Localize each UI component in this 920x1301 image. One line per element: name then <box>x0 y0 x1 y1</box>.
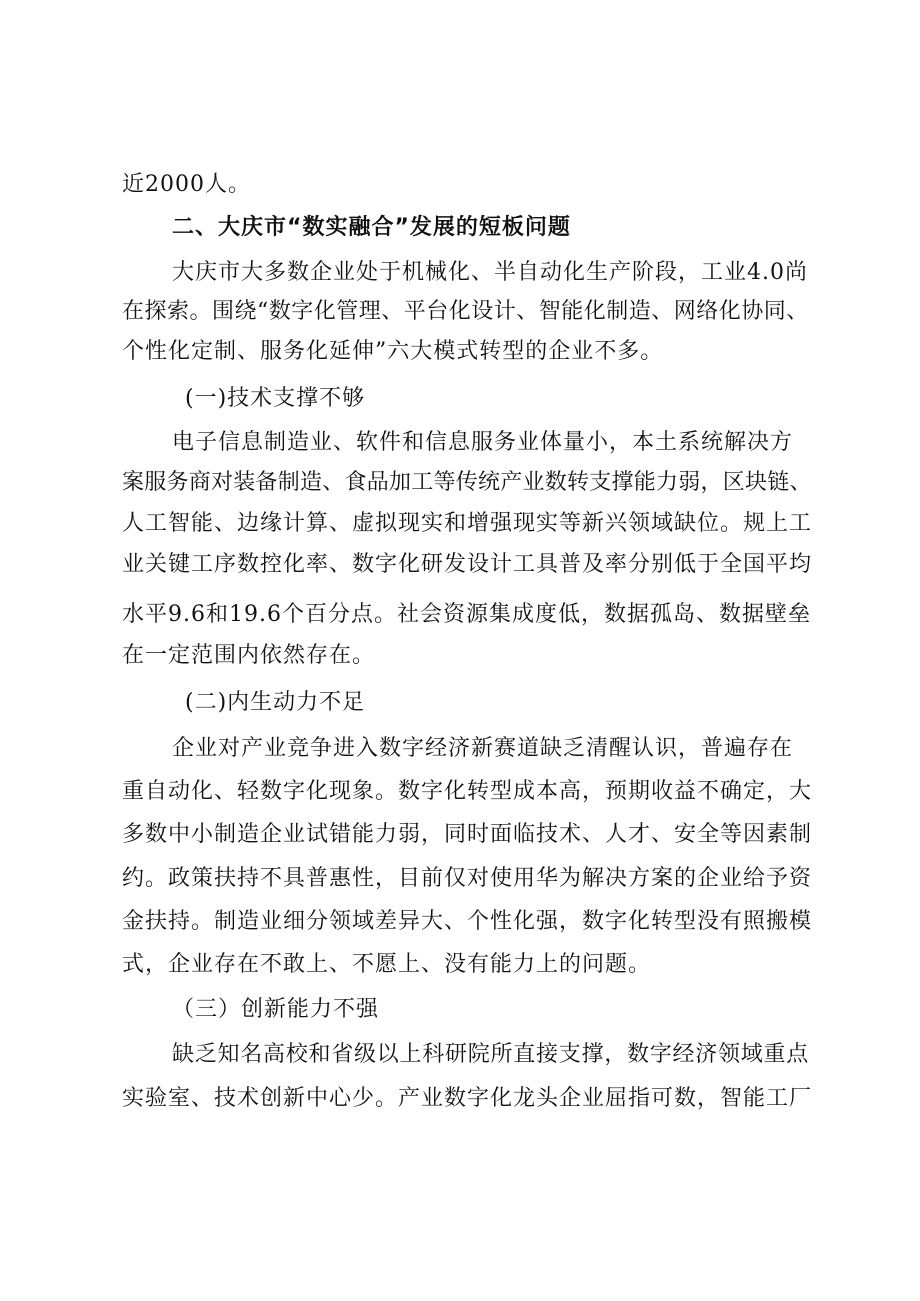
body-line: 水平9.6和19.6个百分点。社会资源集成度低，数据孤岛、数据壁垒 <box>122 602 811 627</box>
body-line: 缺乏知名高校和省级以上科研院所直接支撑，数字经济领域重点 <box>172 1042 810 1067</box>
subsection-title: (一)技术支撑不够 <box>185 386 366 411</box>
body-line: 实验室、技术创新中心少。产业数字化龙头企业屈指可数，智能工厂 <box>122 1086 813 1111</box>
body-line: 重自动化、轻数字化现象。数字化转型成本高，预期收益不确定，大 <box>122 779 813 804</box>
intro-line: 个性化定制、服务化延伸”六大模式转型的企业不多。 <box>122 339 664 364</box>
body-line: 在一定范围内依然存在。 <box>122 643 376 668</box>
body-line: 人工智能、边缘计算、虚拟现实和增强现实等新兴领域缺位。规上工 <box>122 511 813 536</box>
subsection-title: （三）创新能力不强 <box>172 997 380 1022</box>
paragraph-tail-line: 近2000人。 <box>122 172 251 197</box>
intro-line: 大庆市大多数企业处于机械化、半自动化生产阶段，工业4.0尚 <box>172 260 808 285</box>
body-line: 业关键工序数控化率、数字化研发设计工具普及率分别低于全国平均 <box>122 552 813 577</box>
body-line: 多数中小制造企业试错能力弱，同时面临技术、人才、安全等因素制 <box>122 822 813 847</box>
body-line: 电子信息制造业、软件和信息服务业体量小，本土系统解决方 <box>172 430 794 455</box>
subsection-title: (二)内生动力不足 <box>185 690 366 715</box>
body-line: 金扶持。制造业细分领域差异大、个性化强，数字化转型没有照搬模 <box>122 909 813 934</box>
body-line: 式，企业存在不敢上、不愿上、没有能力上的问题。 <box>122 952 652 977</box>
body-line: 企业对产业竞争进入数字经济新赛道缺乏清醒认识，普遍存在 <box>172 736 794 761</box>
section-heading: 二、大庆市“数实融合”发展的短板问题 <box>172 215 571 240</box>
body-line: 约。政策扶持不具普惠性，目前仅对使用华为解决方案的企业给予资 <box>122 866 813 891</box>
body-line: 案服务商对装备制造、食品加工等传统产业数转支撑能力弱，区块链、 <box>122 470 812 495</box>
intro-line: 在探索。围绕“数字化管理、平台化设计、智能化制造、网络化协同、 <box>122 299 809 324</box>
